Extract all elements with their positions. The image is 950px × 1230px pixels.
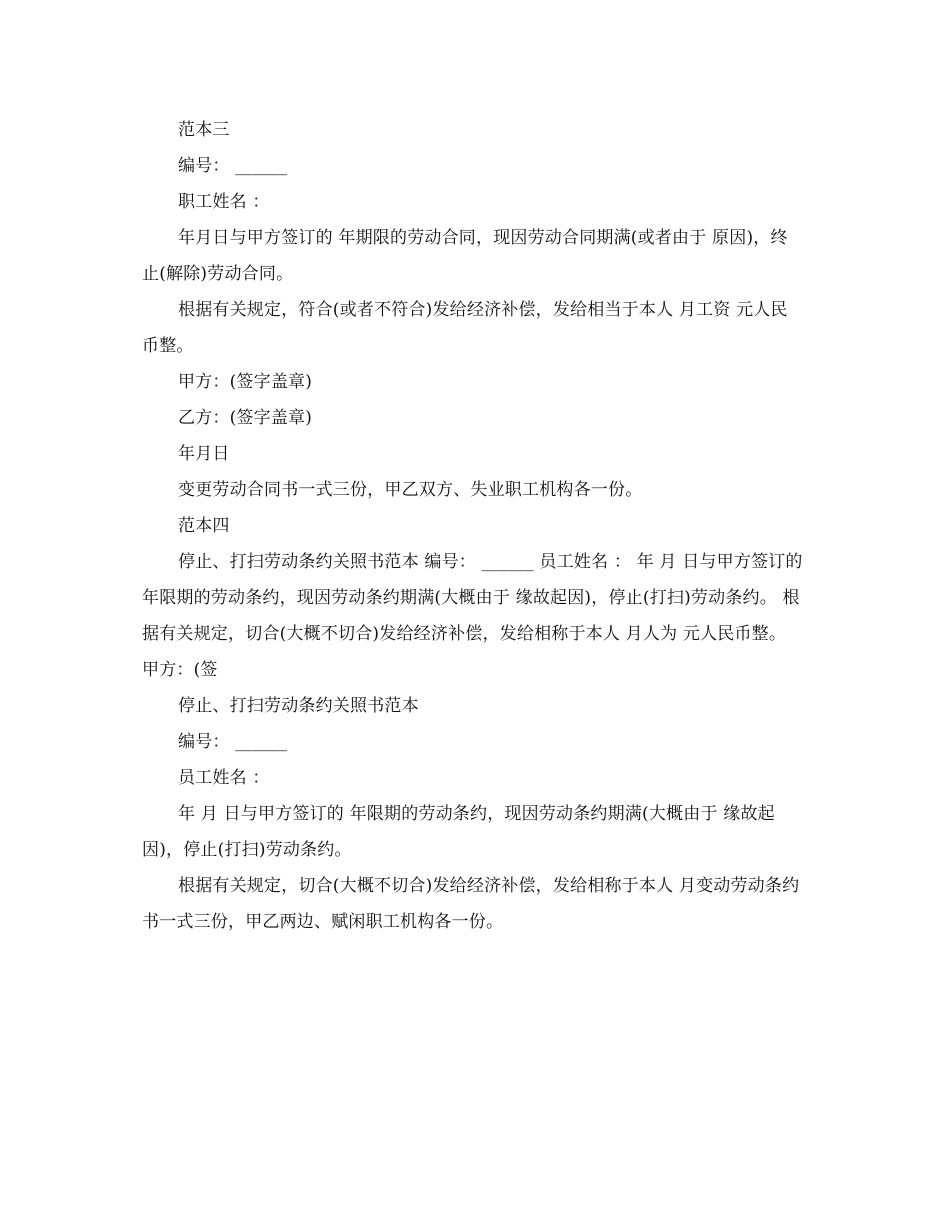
contract-termination-paragraph: 年月日与甲方签订的 年期限的劳动合同，现因劳动合同期满(或者由于 原因)，终止(解除)劳动合同。 <box>142 228 788 284</box>
date-line: 年月日 <box>178 444 230 464</box>
sample-4-summary-paragraph: 停止、打扫劳动条约关照书范本 编号： ______ 员工姓名 ： 年 月 日与甲方签订的 年限期的劳动条约，现因劳动条约期满(大概由于 缘故起因)，停止(打扫)劳动条约。 根据有关规定，切合(大概不切合)发给经济补偿，发给相称于本人 月人为 元人民币整。 甲方：(签 <box>142 552 803 680</box>
heading-sample-3: 范本三 <box>178 120 230 140</box>
number-line-2: 编号： ______ <box>178 732 288 752</box>
copies-paragraph: 变更劳动合同书一式三份，甲乙双方、失业职工机构各一份。 <box>178 480 643 500</box>
notice-title-line: 停止、打扫劳动条约关照书范本 <box>178 696 419 716</box>
heading-sample-4: 范本四 <box>178 516 230 536</box>
compensation-paragraph-2: 根据有关规定，切合(大概不切合)发给经济补偿，发给相称于本人 月变动劳动条约书一式三份，甲乙两边、赋闲职工机构各一份。 <box>142 876 800 932</box>
employee-name-line: 职工姓名 ： <box>178 192 270 212</box>
document-body <box>142 112 804 940</box>
contract-termination-paragraph-2: 年 月 日与甲方签订的 年限期的劳动条约，现因劳动条约期满(大概由于 缘故起因)，停止(打扫)劳动条约。 <box>142 804 775 860</box>
party-b-signature-line: 乙方：(签字盖章) <box>178 408 313 428</box>
number-line: 编号： ______ <box>178 156 288 176</box>
party-a-signature-line: 甲方：(签字盖章) <box>178 372 313 392</box>
employee-name-line-2: 员工姓名 ： <box>178 768 270 788</box>
compensation-paragraph: 根据有关规定，符合(或者不符合)发给经济补偿，发给相当于本人 月工资 元人民币整。 <box>142 300 788 356</box>
